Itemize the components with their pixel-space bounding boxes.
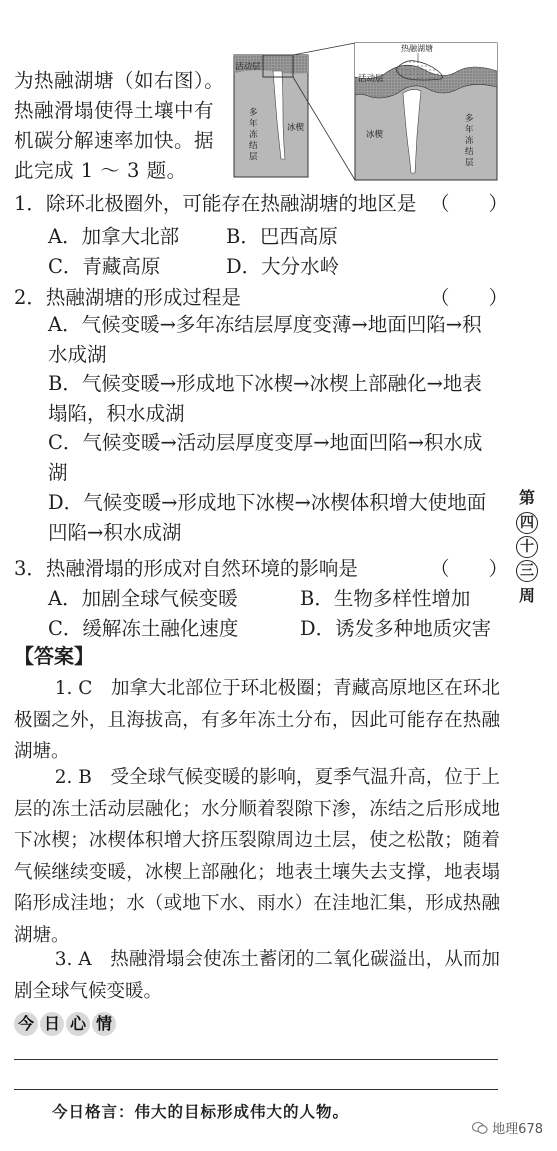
question-2-option-c: C．气候变暖→活动层厚度变厚→地面凹陷→积水成湖 [48, 431, 483, 484]
svg-text:年: 年 [249, 119, 258, 129]
daily-motto: 今日格言：伟大的目标形成伟大的人物。 [52, 1102, 350, 1121]
svg-text:多: 多 [249, 108, 258, 118]
side-tab-char: 第 [518, 488, 535, 507]
right-ice-wedge-label: 冰楔 [366, 130, 384, 140]
side-tab-char: 三 [516, 560, 538, 582]
week-side-tab [512, 486, 542, 608]
question-2-answer-blank: （ ） [430, 286, 509, 309]
svg-text:层: 层 [465, 158, 474, 168]
answer-paragraph-3: 3. A 热融滑塌会使冻土蓄闭的二氧化碳溢出，从而加剧全球气候变暖。 [14, 949, 500, 1002]
svg-text:结: 结 [249, 141, 258, 151]
question-3-option-d: D．诱发多种地质灾害 [300, 617, 492, 640]
thermokarst-lake-figure [233, 41, 498, 182]
question-1-stem: 1．除环北极圈外，可能存在热融湖塘的地区是 [14, 192, 417, 215]
svg-text:冻: 冻 [249, 130, 258, 140]
right-permafrost-label [465, 113, 474, 168]
question-2-option-a: A．气候变暖→多年冻结层厚度变薄→地面凹陷→积水成湖 [48, 313, 482, 366]
mood-char: 今 [14, 1012, 38, 1036]
question-3-option-b: B．生物多样性增加 [300, 587, 471, 610]
question-1-answer-blank: （ ） [430, 192, 509, 215]
intro-line: 为热融湖塘（如右图）。 [14, 69, 225, 92]
right-active-layer-label: 活动层 [358, 74, 384, 84]
wechat-icon [472, 1121, 488, 1135]
mood-char: 日 [40, 1012, 64, 1036]
question-1-option-b: B．巴西高原 [226, 225, 338, 248]
question-1-option-d: D．大分水岭 [226, 255, 340, 278]
left-ice-wedge-label: 冰楔 [287, 123, 305, 133]
question-2-option-b: B．气候变暖→形成地下冰楔→冰楔上部融化→地表塌陷，积水成湖 [48, 372, 482, 425]
question-3-option-a: A．加剧全球气候变暖 [48, 587, 238, 610]
intro-line: 机碳分解速率加快。据 [14, 129, 215, 152]
question-1-option-c: C．青藏高原 [48, 255, 161, 278]
question-1-option-a: A．加拿大北部 [48, 225, 180, 248]
answer-heading: 【答案】 [14, 644, 94, 668]
mood-char: 情 [92, 1012, 116, 1036]
question-3-stem: 3．热融滑塌的形成对自然环境的影响是 [14, 557, 358, 580]
question-2-option-d: D．气候变暖→形成地下冰楔→冰楔体积增大使地面凹陷→积水成湖 [48, 491, 487, 544]
left-active-layer-label: 活动层 [235, 62, 261, 72]
answer-paragraph-1: 1. C 加拿大北部位于环北极圈；青藏高原地区在环北极圈之外，且海拔高，有多年冻土分布，因此可能存在热融湖塘。 [14, 678, 500, 762]
answer-paragraph-2: 2. B 受全球气候变暖的影响，夏季气温升高，位于上层的冻土活动层融化；水分顺着裂隙下渗，冻结之后形成地下冰楔；冰楔体积增大挤压裂隙周边土层，使之松散；随着气候继续变暖，冰楔上部融化；地表土壤失去支撑，地表塌陷形成洼地；水（或地下水、雨水）在洼地汇集，形成热融湖塘。 [14, 767, 500, 946]
mood-write-line [14, 1059, 498, 1060]
watermark [472, 1118, 543, 1137]
watermark-text: 地理678 [492, 1122, 543, 1137]
svg-text:结: 结 [465, 147, 474, 157]
intro-line: 此完成 1 ～ 3 题。 [14, 159, 187, 182]
svg-text:多: 多 [465, 114, 474, 124]
question-3-answer-blank: （ ） [430, 557, 509, 580]
svg-text:冻: 冻 [465, 136, 474, 146]
svg-text:年: 年 [465, 125, 474, 135]
left-permafrost-label [249, 107, 258, 162]
mood-char: 心 [66, 1012, 90, 1036]
intro-line: 热融滑塌使得土壤中有 [14, 99, 215, 122]
svg-text:层: 层 [249, 152, 258, 162]
right-lake-label: 热融湖塘 [401, 44, 433, 53]
todays-mood-title [14, 1012, 116, 1036]
intro-text [14, 66, 229, 186]
mood-write-line [14, 1089, 498, 1090]
question-3-option-c: C．缓解冻土融化速度 [48, 617, 239, 640]
side-tab-char: 十 [516, 536, 538, 558]
side-tab-char: 四 [516, 512, 538, 534]
side-tab-char: 周 [518, 586, 535, 605]
question-2-stem: 2．热融湖塘的形成过程是 [14, 286, 241, 309]
